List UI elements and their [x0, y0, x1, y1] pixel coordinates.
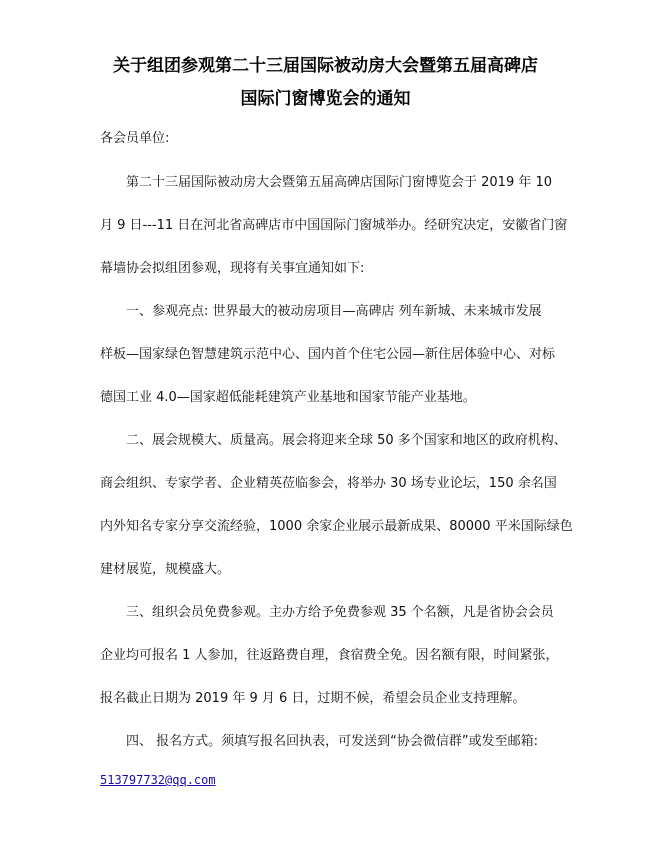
document-title-line-1: 关于组团参观第二十三届国际被动房大会暨第五届高碑店	[113, 56, 538, 76]
paragraph-line: 二、展会规模大、质量高。展会将迎来全球 50 多个国家和地区的政府机构、	[126, 433, 567, 448]
salutation: 各会员单位:	[100, 131, 170, 146]
paragraph-line: 报名截止日期为 2019 年 9 月 6 日，过期不候，希望会员企业支持理解。	[100, 691, 526, 706]
paragraph-line: 一、参观亮点: 世界最大的被动房项目—高碑店 列车新城、未来城市发展	[126, 304, 542, 319]
paragraph-line: 幕墙协会拟组团参观，现将有关事宜通知如下:	[100, 261, 365, 276]
paragraph-line: 企业均可报名 1 人参加，往返路费自理，食宿费全免。因名额有限，时间紧张，	[100, 648, 559, 663]
paragraph-line: 德国工业 4.0—国家超低能耗建筑产业基地和国家节能产业基地。	[100, 390, 476, 405]
document-title-line-2: 国际门窗博览会的通知	[240, 89, 411, 109]
paragraph-line: 第二十三届国际被动房大会暨第五届高碑店国际门窗博览会于 2019 年 10	[126, 175, 553, 190]
paragraph-line: 样板—国家绿色智慧建筑示范中心、国内首个住宅公园—新住居体验中心、对标	[100, 347, 556, 362]
email-link[interactable]: 513797732@qq.com	[100, 773, 216, 787]
paragraph-line: 商会组织、专家学者、企业精英莅临参会，将举办 30 场专业论坛，150 余名国	[100, 476, 557, 491]
paragraph-line: 内外知名专家分享交流经验，1000 余家企业展示最新成果、80000 平米国际绿色	[100, 519, 573, 534]
paragraph-line: 建材展览，规模盛大。	[100, 562, 231, 577]
paragraph-line: 月 9 日---11 日在河北省高碑店市中国国际门窗城举办。经研究决定，安徽省门窗	[100, 218, 568, 233]
paragraph-line: 三、组织会员免费参观。主办方给予免费参观 35 个名额，凡是省协会会员	[126, 605, 554, 620]
paragraph-line: 四、 报名方式。须填写报名回执表，可发送到“协会微信群”或发至邮箱:	[126, 734, 538, 749]
